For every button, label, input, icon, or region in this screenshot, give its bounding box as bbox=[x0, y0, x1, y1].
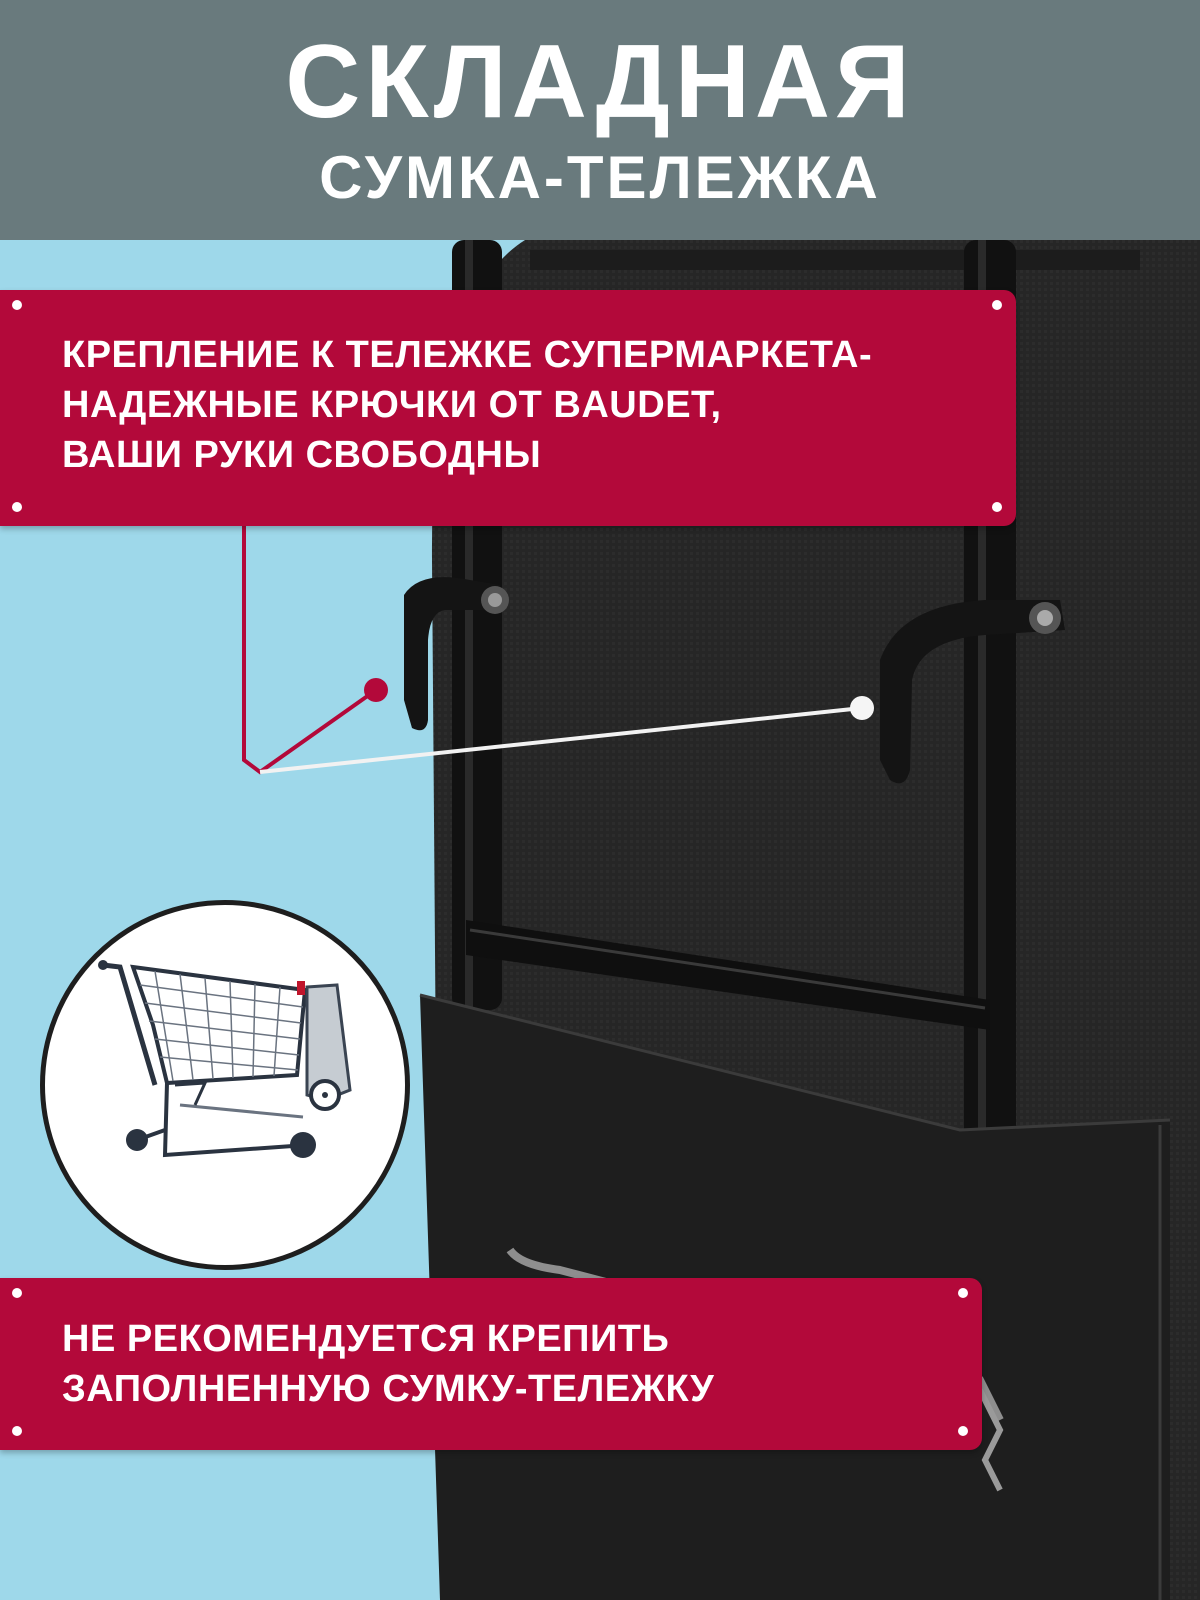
header-bar bbox=[0, 0, 1200, 240]
warning-banner bbox=[0, 1278, 982, 1450]
page-subtitle: СУМКА-ТЕЛЕЖКА bbox=[319, 144, 881, 211]
warning-line-2: ЗАПОЛНЕННУЮ СУМКУ-ТЕЛЕЖКУ bbox=[62, 1368, 715, 1410]
feature-line-2: НАДЕЖНЫЕ КРЮЧКИ ОТ BAUDET, bbox=[62, 384, 722, 426]
warning-line-1: НЕ РЕКОМЕНДУЕТСЯ КРЕПИТЬ bbox=[62, 1318, 670, 1360]
banner-rivet bbox=[12, 300, 22, 310]
banner-rivet bbox=[958, 1426, 968, 1436]
banner-rivet bbox=[12, 1288, 22, 1298]
warning-text bbox=[62, 1314, 714, 1414]
banner-rivet bbox=[992, 300, 1002, 310]
page-title: СКЛАДНАЯ bbox=[285, 24, 915, 140]
feature-line-3: ВАШИ РУКИ СВОБОДНЫ bbox=[62, 434, 542, 476]
feature-text bbox=[62, 330, 872, 480]
banner-rivet bbox=[12, 502, 22, 512]
banner-rivet bbox=[12, 1426, 22, 1436]
shopping-cart-icon bbox=[40, 900, 410, 1270]
feature-line-1: КРЕПЛЕНИЕ К ТЕЛЕЖКЕ СУПЕРМАРКЕТА- bbox=[62, 334, 873, 376]
banner-rivet bbox=[992, 502, 1002, 512]
banner-rivet bbox=[958, 1288, 968, 1298]
feature-banner bbox=[0, 290, 1016, 526]
